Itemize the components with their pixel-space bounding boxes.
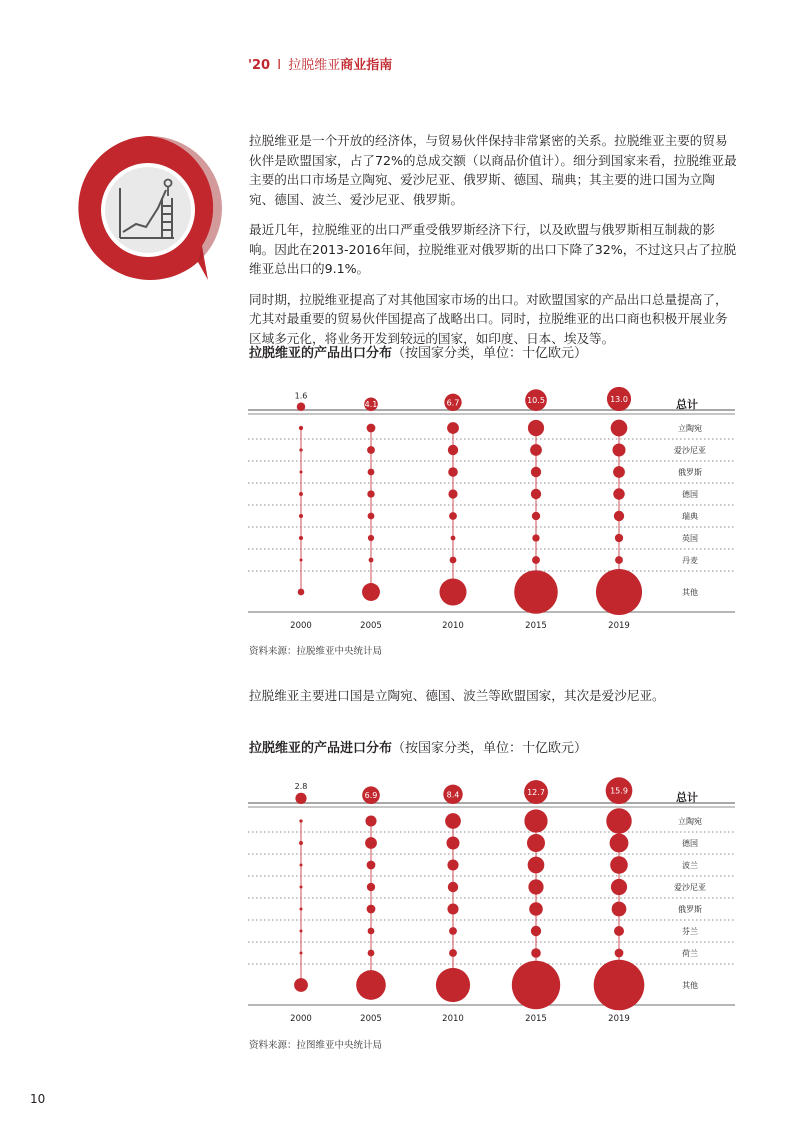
total-value-label: 12.7: [527, 788, 545, 798]
row-bubble: [447, 903, 458, 914]
row-label: 德国: [682, 839, 698, 848]
export-chart-title: [249, 342, 587, 361]
row-bubble: [612, 902, 627, 917]
export-chart-title-main: 拉脱维亚的产品出口分布: [249, 346, 393, 361]
row-bubble: [299, 536, 303, 540]
row-bubble: [367, 905, 376, 914]
row-bubble: [448, 467, 458, 477]
row-bubble: [451, 536, 456, 541]
export-chart: [0, 370, 800, 640]
row-bubble: [612, 443, 625, 456]
row-bubble: [299, 492, 303, 496]
row-label: 丹麦: [682, 556, 698, 565]
import-chart-subtitle: （按国家分类，单位：十亿欧元）: [392, 741, 588, 756]
total-value-label: 13.0: [610, 394, 628, 404]
row-bubble: [611, 420, 628, 437]
row-bubble: [367, 424, 376, 433]
paragraph-3: 同时期，拉脱维亚提高了对其他国家市场的出口。对欧盟国家的产品出口总量提高了，尤其对最重要的贸易伙伴国提高了战略出口。同时，拉脱维亚的出口商也积极开展业务区域多元化，将业务开发到较远的国家，如印度、日本、埃及等。: [249, 291, 728, 346]
row-bubble: [611, 879, 627, 895]
row-bubble: [299, 907, 302, 910]
row-bubble: [300, 559, 303, 562]
header-separator: I: [277, 58, 282, 73]
row-bubble: [300, 930, 303, 933]
row-bubble: [528, 879, 543, 894]
row-bubble: [448, 489, 457, 498]
row-bubble: [367, 490, 374, 497]
row-bubble: [367, 446, 375, 454]
import-intro-text: 拉脱维亚主要进口国是立陶宛、德国、波兰等欧盟国家，其次是爱沙尼亚。: [249, 688, 665, 703]
row-bubble: [615, 534, 623, 542]
row-bubble: [610, 834, 629, 853]
row-bubble: [594, 960, 645, 1011]
row-bubble: [368, 950, 375, 957]
x-tick-label: 2010: [442, 621, 464, 631]
row-bubble: [531, 948, 541, 958]
total-value-label: 10.5: [527, 396, 545, 406]
row-label: 其他: [682, 981, 698, 990]
row-bubble: [449, 949, 457, 957]
row-bubble: [446, 836, 459, 849]
import-chart-title: [249, 737, 587, 756]
row-bubble: [362, 583, 380, 601]
import-chart: [0, 763, 800, 1033]
export-chart-source: 资料来源：拉脱维亚中央统计局: [249, 646, 383, 657]
paragraph-1: 拉脱维亚是一个开放的经济体，与贸易伙伴保持非常紧密的关系。拉脱维亚主要的贸易伙伴是欧盟国家，占了72%的总成交额（以商品价值计）。细分到国家来看，拉脱维亚最主要的出口市场是立陶宛、爱沙尼亚、俄罗斯、德国、瑞典；其主要的进口国为立陶宛、德国、波兰、爱沙尼亚、俄罗斯。: [249, 133, 737, 207]
row-bubble: [532, 556, 540, 564]
x-tick-label: 2015: [525, 1014, 547, 1024]
header-country: 拉脱维亚: [288, 58, 341, 73]
total-value-label: 4.1: [364, 400, 378, 410]
row-bubble: [527, 834, 545, 852]
row-bubble: [299, 426, 303, 430]
row-bubble: [528, 857, 545, 874]
row-label: 波兰: [682, 861, 698, 870]
row-bubble: [447, 859, 458, 870]
import-chart-title-main: 拉脱维亚的产品进口分布: [249, 741, 393, 756]
row-bubble: [449, 512, 457, 520]
row-bubble: [524, 809, 547, 832]
total-value-label: 2.8: [294, 781, 308, 791]
export-chart-subtitle: （按国家分类，单位：十亿欧元）: [392, 346, 588, 361]
row-bubble: [614, 926, 624, 936]
row-bubble: [614, 511, 624, 521]
header-guide: 商业指南: [340, 58, 393, 73]
row-bubble: [531, 489, 541, 499]
row-bubble: [530, 444, 542, 456]
row-label: 立陶宛: [678, 817, 702, 826]
row-bubble: [439, 578, 466, 605]
row-label: 爱沙尼亚: [674, 883, 706, 892]
header-year: '20: [248, 58, 271, 73]
x-tick-label: 2005: [360, 621, 382, 631]
row-bubble: [298, 589, 305, 596]
import-chart-source: 资料来源：拉图维亚中央统计局: [249, 1040, 383, 1051]
row-bubble: [368, 535, 374, 541]
row-bubble: [448, 882, 458, 892]
row-bubble: [450, 557, 457, 564]
growth-chart-ladder-icon: [70, 128, 230, 288]
row-label: 德国: [682, 490, 698, 499]
row-label: 芬兰: [682, 927, 698, 936]
row-bubble: [613, 466, 625, 478]
row-bubble: [529, 902, 543, 916]
x-tick-label: 2000: [290, 1014, 312, 1024]
total-value-label: 8.4: [446, 790, 460, 800]
row-bubble: [445, 813, 461, 829]
x-tick-label: 2019: [608, 621, 630, 631]
row-bubble: [596, 569, 642, 615]
row-bubble: [615, 556, 623, 564]
total-bubble: [295, 793, 306, 804]
row-bubble: [514, 570, 558, 614]
row-bubble: [300, 864, 303, 867]
row-bubble: [367, 861, 376, 870]
row-bubble: [528, 420, 544, 436]
row-label: 瑞典: [682, 512, 698, 521]
page-header: [248, 54, 392, 73]
row-bubble: [447, 422, 459, 434]
row-label: 英国: [682, 534, 698, 543]
row-bubble: [294, 978, 308, 992]
row-bubble: [368, 928, 375, 935]
row-bubble: [367, 883, 375, 891]
row-bubble: [299, 819, 302, 822]
row-bubble: [531, 467, 541, 477]
row-bubble: [532, 534, 539, 541]
row-bubble: [299, 470, 302, 473]
x-tick-label: 2019: [608, 1014, 630, 1024]
row-bubble: [436, 968, 470, 1002]
x-tick-label: 2010: [442, 1014, 464, 1024]
row-bubble: [613, 488, 624, 499]
row-label: 立陶宛: [678, 424, 702, 433]
total-value-label: 1.6: [294, 391, 308, 401]
row-bubble: [448, 445, 458, 455]
row-label: 俄罗斯: [678, 905, 702, 914]
total-label: 总计: [676, 398, 698, 411]
row-bubble: [512, 961, 560, 1009]
row-bubble: [369, 558, 374, 563]
row-bubble: [300, 952, 303, 955]
row-bubble: [299, 514, 303, 518]
row-label: 爱沙尼亚: [674, 446, 706, 455]
row-bubble: [606, 808, 631, 833]
row-bubble: [610, 856, 628, 874]
page-number: 10: [30, 1092, 46, 1106]
row-bubble: [299, 448, 302, 451]
row-bubble: [365, 815, 376, 826]
x-tick-label: 2005: [360, 1014, 382, 1024]
total-bubble: [297, 403, 305, 411]
row-bubble: [368, 513, 375, 520]
row-bubble: [356, 970, 386, 1000]
intro-text: [249, 131, 737, 359]
row-label: 俄罗斯: [678, 468, 702, 477]
total-label: 总计: [676, 791, 698, 804]
x-tick-label: 2000: [290, 621, 312, 631]
row-bubble: [615, 949, 624, 958]
row-bubble: [531, 926, 541, 936]
row-bubble: [449, 927, 457, 935]
row-bubble: [299, 841, 303, 845]
x-tick-label: 2015: [525, 621, 547, 631]
row-bubble: [365, 837, 377, 849]
total-value-label: 15.9: [610, 786, 628, 796]
row-label: 其他: [682, 588, 698, 597]
total-value-label: 6.7: [446, 398, 460, 408]
total-value-label: 6.9: [364, 791, 378, 801]
paragraph-2: 最近几年，拉脱维亚的出口严重受俄罗斯经济下行，以及欧盟与俄罗斯相互制裁的影响。因此在2013-2016年间，拉脱维亚对俄罗斯的出口下降了32%，不过这只占了拉脱维亚总出口的9.1%。: [249, 222, 737, 276]
row-bubble: [368, 469, 375, 476]
row-bubble: [532, 512, 540, 520]
row-label: 荷兰: [682, 949, 698, 958]
row-bubble: [300, 886, 303, 889]
